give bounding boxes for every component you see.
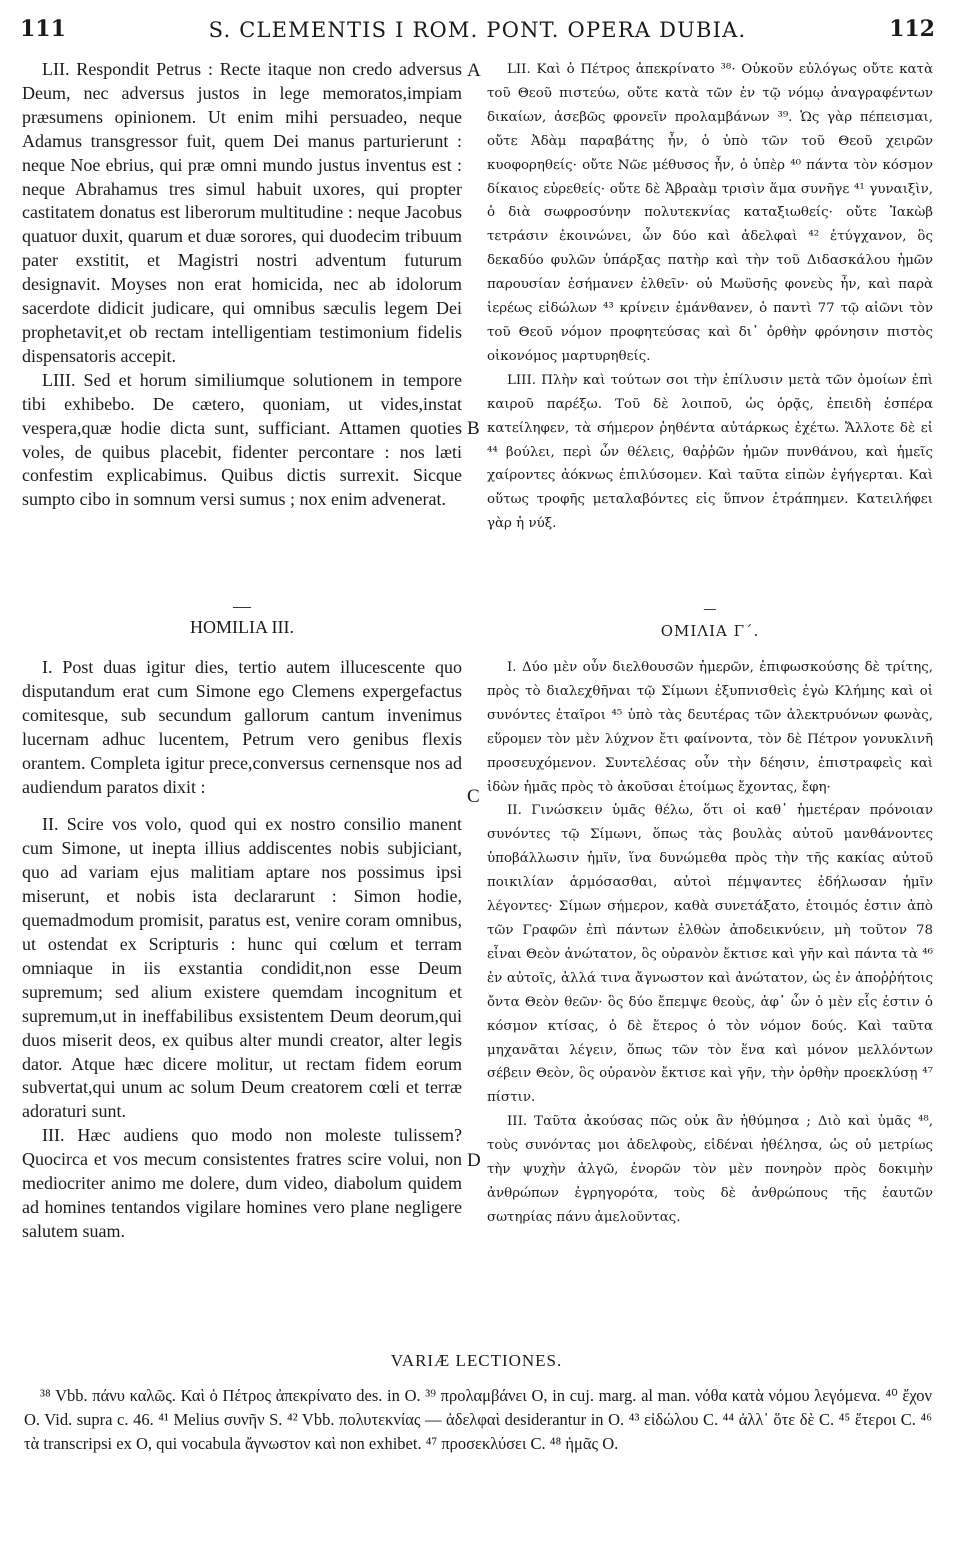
greek-homily-section-2: II. Γινώσκειν ὑμᾶς θέλω, ὅτι οἱ καθ᾽ ἡμετέραν πρόνοιαν συνόντες τῷ Σίμωνι, ὅπως τὰς βουλὰς αὐτοῦ μανθάνοντες ὑποβάλλωσιν ἡμῖν, ἵνα δυνώμεθα πρὸς τὴν τῆς κακίας αὐτοῦ ποικιλίαν ἁρμόσασθαι, αὐτοὶ πέμψαντες ἐδήλωσαν ἡμῖν λέγοντες· Σίμων σήμερον, καθὰ συνετάξατο, ἑτοιμός ἐστιν ἀπὸ τῶν Γραφῶν ἐπὶ πάντων ἐλθὼν ἀποδεικνύειν, μὴ τοῦτον 78 εἶναι Θεὸν ἀνώτατον, ὃς οὐρανὸν ἔκτισε καὶ γῆν καὶ πάντα τὰ ⁴⁶ ἐν αὐτοῖς, ἀλλά τινα ἄγνωστον καὶ ἀνώτατον, ὡς ἐν ἀποῤῥήτοις ὄντα Θεὸν θεῶν· ὃς δύο ἔπεμψε θεοὺς, ἀφ᾽ ὧν ὁ μὲν εἷς ἐστιν ὁ κόσμον κτίσας, ὁ δὲ ἕτερος ὁ τὸν νόμον δούς. Καὶ ταῦτα μηχανᾶται λέγειν, ὅπως τῶν τὸν ἕνα καὶ μόνον μελλόντων σέβειν Θεὸν, ὃς οὐρανὸν ἔκτισε καὶ γῆν, τὴν ὀρθὴν προεκλύσῃ ⁴⁷ πίστιν. xyxy=(487,803,933,1106)
latin-paragraph-53: LIII. Sed et horum similiumque solutionem in tempore tibi exhibebo. De cætero, quoniam, ut vides,instat vespera,quæ hodie dicta sunt, sufficiant. Attamen quoties voles, de quibus placebit, fidenter percontare : nos læti confestim explicabimus. Quibus dictis surrexit. Sicque sumpto cibo in somnum versi sumus ; nox enim advenerat. xyxy=(22,369,462,510)
variae-lectiones-text: ³⁸ Vbb. πάνυ καλῶς. Καὶ ὁ Πέτρος ἀπεκρίνατο des. in O. ³⁹ προλαμβάνει O, in cuj. marg. al man. νόθα κατὰ νόμου λεγόμενα. ⁴⁰ ἔχον O. Vid. supra c. 46. ⁴¹ Melius συνῆν S. ⁴² Vbb. πολυτεκνίας — ἀδελφαὶ desiderantur in O. ⁴³ εἰδώλου C. ⁴⁴ ἀλλ᾽ ὅτε δὲ C. ⁴⁵ ἕτεροι C. ⁴⁶ τὰ transcripsi ex O, qui vocabula ἄγνωστον καὶ non exhibet. ⁴⁷ προσεκλύσει C. ⁴⁸ ἡμᾶς O. xyxy=(24,1386,932,1453)
greek-homily-title: ΟΜΙΛΙΑ Γ΄. xyxy=(660,622,760,640)
latin-homily-section-3: III. Hæc audiens quo modo non moleste tulissem? Quocirca et vos mecum consistentes fratres scire volui, non mediocriter animo me dolere, dum video, diabolum quidem ad homines tentandos vigilare homines vero plane negligere salutem suam. xyxy=(22,1125,462,1241)
latin-column-lower xyxy=(22,656,462,1244)
margin-letter-d: D xyxy=(467,1150,481,1171)
margin-letter-b: B xyxy=(467,418,480,439)
latin-homily-section-1: I. Post duas igitur dies, tertio autem illucescente quo disputandum erat cum Simone ego Clemens expergefactus comitesque, sub secundum gallorum cantum invenimus lucernam adhuc lucentem, Petrum vero genibus flexis orantem. Completa igitur prece,conversus cernensque nos ad audiendum paratos dixit : xyxy=(22,657,462,797)
page-header xyxy=(20,14,935,44)
latin-column-upper xyxy=(22,58,462,512)
margin-letter-c: C xyxy=(467,786,480,807)
page-number-left: 111 xyxy=(20,16,66,42)
greek-homily-section-1: I. Δύο μὲν οὖν διελθουσῶν ἡμερῶν, ἐπιφωσκούσης δὲ τρίτης, πρὸς τὸ διαλεχθῆναι τῷ Σίμωνι ἐξυπνισθεὶς ἐγὼ Κλήμης καὶ οἱ συνόντες ἑταῖροι ⁴⁵ ὑπὸ τὰς δευτέρας τῶν ἀλεκτρυόνων φωνὰς, εὕρομεν τὸν μὲν λύχνον ἔτι φαίνοντα, τὸν δὲ Πέτρον γονυκλινῆ προσευχόμενον. Συντελέσας οὖν τὴν δέησιν, ἐπιστραφεὶς καὶ ἰδὼν ἡμᾶς πρὸς τὸ ἀκοῦσαι ἑτοίμως ἔχοντας, ἔφη· xyxy=(487,660,933,795)
latin-homily-title: HOMILIA III. xyxy=(190,617,294,637)
margin-letter-a: A xyxy=(467,60,481,81)
latin-homily-header xyxy=(22,596,462,640)
latin-paragraph-52: LII. Respondit Petrus : Recte itaque non credo adversus Deum, nec adversus justos in lege memoratos,impiam præsumens opinionem. Ut enim mihi persuadeo, neque Adamus transgressor fuit, quem Dei manus parturierunt : neque Noe ebrius, qui præ omni mundo justus inventus est : neque Abrahamus tres simul habuit uxores, qui propter castitatem donatus est liberorum multitudine : neque Jacobus quatuor duxit, quarum et duæ sorores, qui duodecim tribuum pater exstitit, et Magistri nostri adventum futurum designavit. Moyses non erat homicida, nec ab idolorum sacerdote didicit judicare, qui omnibus sæculis legem Dei prophetavit,et ob rectam intelligentiam testimonium fidelis dispensatoris accepit. xyxy=(22,59,462,366)
greek-column-lower xyxy=(487,656,933,1230)
variae-lectiones-notes xyxy=(24,1384,932,1456)
greek-paragraph-53: LIII. Πλὴν καὶ τούτων σοι τὴν ἐπίλυσιν μετὰ τῶν ὁμοίων ἐπὶ καιροῦ παρέξω. Τοῦ δὲ λοιποῦ, ὡς ὁρᾷς, ἐπειδὴ ἑσπέρα κατείληφεν, τὰ σήμερον ῥηθέντα αὐτάρκως ἐχέτω. Ἄλλοτε δὲ εἰ ⁴⁴ βούλει, περὶ ὧν θέλεις, θαῤῥῶν ἡμῶν πυνθάνου, καὶ ἡμεῖς χαίροντες ἀόκνως ἐπιλύσομεν. Καὶ ταῦτα εἰπὼν ἐγήγερται. Καὶ οὕτως τροφῆς μεταλαβόντες εἰς ὕπνον ἐτράπημεν. Κατειλήφει γὰρ ἡ νύξ. xyxy=(487,372,933,532)
greek-homily-header xyxy=(487,600,933,644)
greek-column-upper xyxy=(487,58,933,536)
page-number-right: 112 xyxy=(889,16,935,42)
latin-homily-section-2: II. Scire vos volo, quod qui ex nostro consilio manent cum Simone, ut inepta illius addiscentes nobis subjiciant, quo ad variam ejus malitiam aptare nos possimus ipsi miserunt, et nobis ista declararunt : Simon hodie, quemadmodum promisit, paratus est, venire coram omnibus, ut ostendat ex Scripturis : hunc qui cœlum et terram omniaque in iis exstantia condidit,non esse Deum supremum; sed alium existere quemdam incognitum et supremum,ut in ineffabilibus exsistentem Deum deorum,qui duos miserit deos, ex quibus alter mundi creator, alter legis dator. Atque hæc dicere molitur, ut rectam fidem eorum subvertat,qui unum ac solum Deum creatorem cœli et terræ adoraturi sunt. xyxy=(22,814,462,1122)
running-title: S. CLEMENTIS I ROM. PONT. OPERA DUBIA. xyxy=(208,18,747,42)
latin-separator-dash: — xyxy=(233,596,251,616)
greek-paragraph-52: LII. Καὶ ὁ Πέτρος ἀπεκρίνατο ³⁸· Οὐκοῦν εὐλόγως οὔτε κατὰ τοῦ Θεοῦ πιστεύω, οὔτε κατὰ τῶν ἐν τῷ νόμῳ ἀναγραφέντων δικαίων, ἀσεβῶς φρονεῖν προλαμβάνων ³⁹. Ὡς γὰρ πέπεισμαι, οὔτε Ἀδὰμ παραβάτης ἦν, ὁ ὑπὸ τῶν τοῦ Θεοῦ χειρῶν κυοφορηθείς· οὔτε Νῶε μέθυσος ἦν, ὁ ὑπὲρ ⁴⁰ πάντα τὸν κόσμον δίκαιος εὑρεθείς· οὔτε δὲ Ἀβραὰμ τρισὶν ἅμα συνῆγε ⁴¹ γυναιξὶν, ὁ διὰ σωφροσύνην πολυτεκνίας καταξιωθείς· οὔτε Ἰακὼβ τετράσιν ἐκοινώνει, ὧν δύο καὶ ἀδελφαὶ ⁴² ἐτύγχανον, ὃς δεκαδύο φυλῶν ὑπάρξας πατὴρ καὶ τὴν τοῦ Διδασκάλου ἡμῶν παρουσίαν ἐσήμανεν ἐλθεῖν· οὐ Μωϋσῆς φονεὺς ἦν, καὶ παρὰ ἱερέως εἰδώλων ⁴³ κρίνειν ἐμάνθανεν, ὁ παντὶ 77 τῷ αἰῶνι τὸν τοῦ Θεοῦ νόμον προφητεύσας καὶ δι᾽ ὀρθὴν φρόνησιν πιστὸς οἰκονόμος μαρτυρηθείς. xyxy=(487,62,933,364)
greek-homily-section-3: III. Ταῦτα ἀκούσας πῶς οὐκ ἂν ἠθύμησα ; Διὸ καὶ ὑμᾶς ⁴⁸, τοὺς συνόντας μοι ἀδελφοὺς, εἰδέναι ἠθέλησα, ὡς οὐ μετρίως τὴν ψυχὴν ἀλγῶ, ἐνορῶν τὸν μὲν πονηρὸν πρὸς δοκιμὴν ἀνθρώπων ἐγρηγορότα, τοὺς δὲ ἀνθρώπους τῆς ἑαυτῶν σωτηρίας πάνυ ἀμελοῦντας. xyxy=(487,1114,933,1225)
greek-separator-dash: — xyxy=(703,602,717,617)
variae-lectiones-title: VARIÆ LECTIONES. xyxy=(390,1351,563,1370)
